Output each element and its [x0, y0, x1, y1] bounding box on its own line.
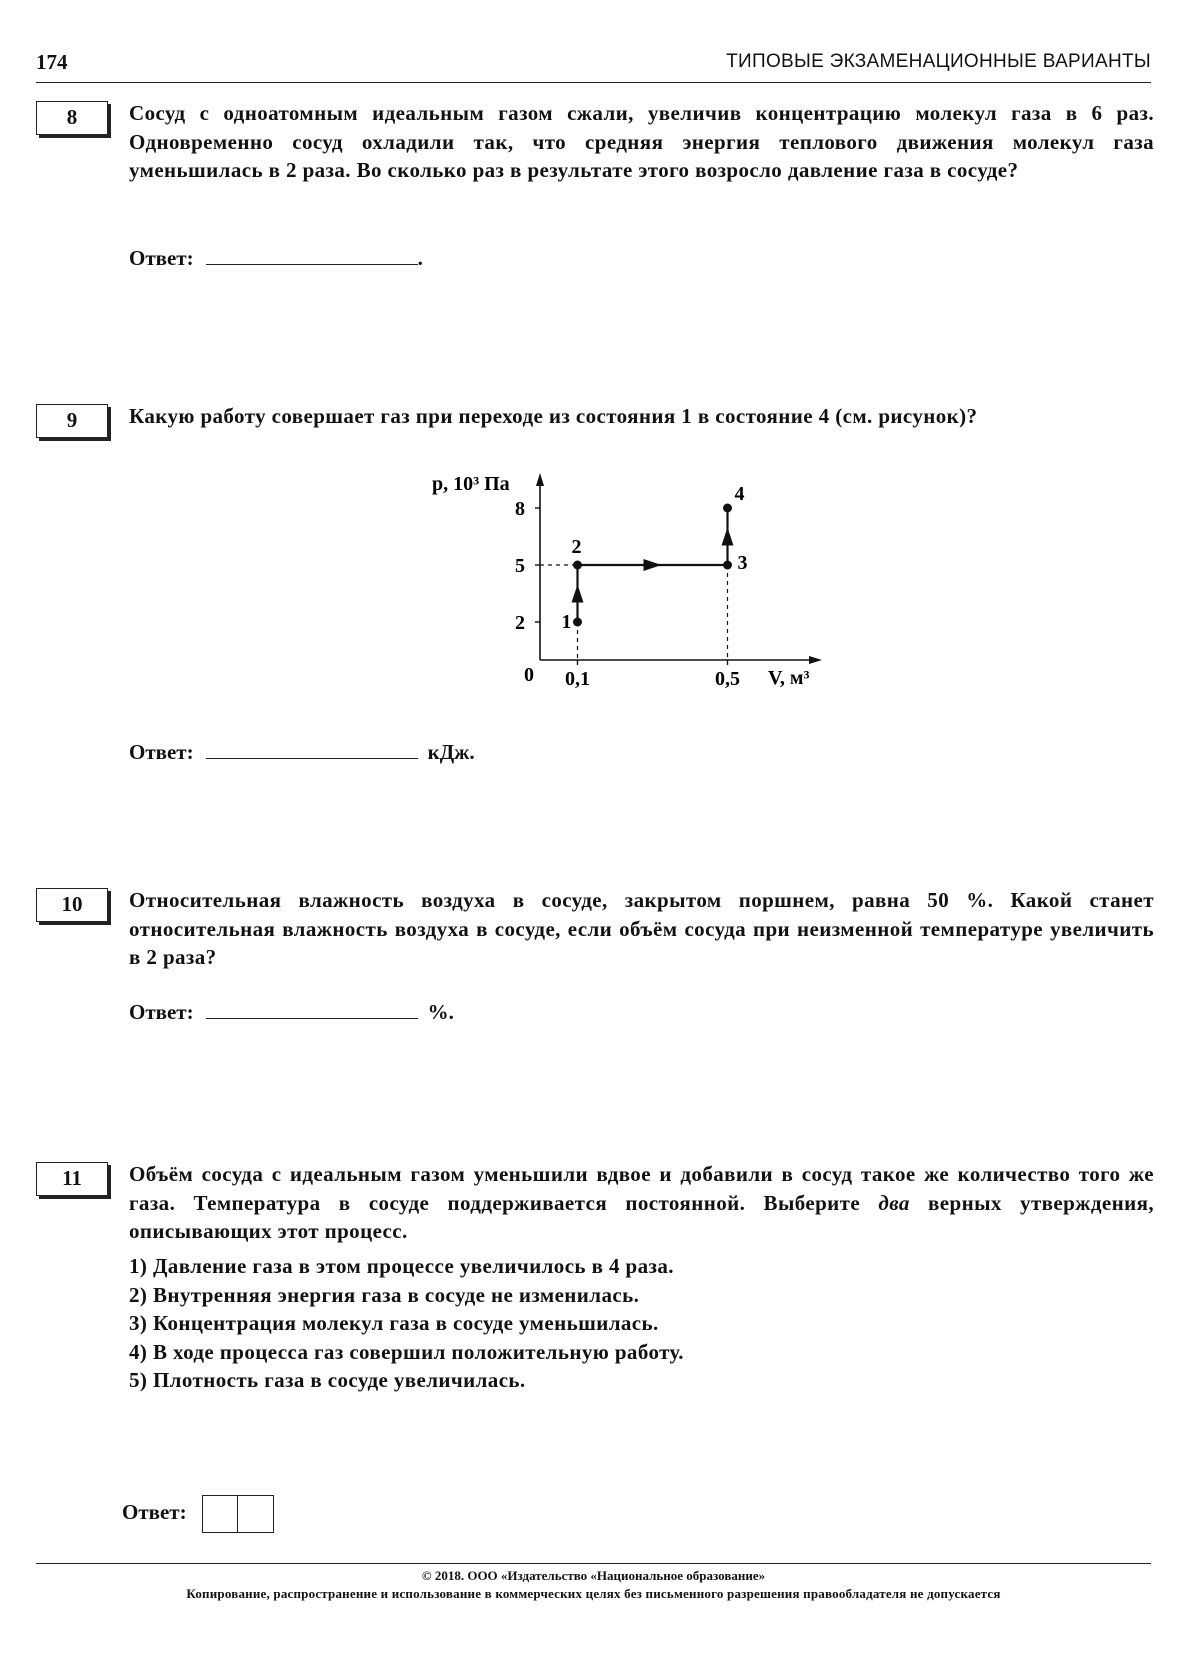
x-axis-arrow [809, 656, 822, 664]
question-part: верных утверждения, описывающих этот процесс. [129, 1190, 1154, 1243]
options-list [129, 1252, 1154, 1395]
process-arrow-3-4 [722, 528, 734, 546]
state-label-2: 2 [571, 536, 582, 558]
footer-rule [36, 1563, 1151, 1564]
footer-notice: Копирование, распространение и использование в коммерческих целях без письменного разрешения правообладателя не допускается [186, 1586, 1001, 1601]
y-tick-label-8: 8 [515, 498, 525, 520]
task-number-box: 10 [36, 888, 108, 922]
task-number-box: 8 [36, 101, 108, 135]
task-question: Относительная влажность воздуха в сосуде, закрытом поршнем, равна 50 %. Какой станет относительная влажность воздуха в сосуде, если объём сосуда при неизменной температуре увеличить в 2 раза? [129, 888, 1154, 969]
question-part: Объём сосуда с идеальным газом уменьшили вдвое и добавили в сосуд такое же количество того же газа. Температура в сосуде поддерживается постоянной. Выберите [129, 1162, 1154, 1215]
y-tick-label-5: 5 [515, 555, 525, 577]
y-axis-label: p, 10³ Па [432, 473, 510, 495]
running-head [36, 50, 1151, 83]
option-item: 3) Концентрация молекул газа в сосуде уменьшилась. [129, 1311, 659, 1335]
answer-row [129, 740, 475, 765]
option-item: 4) В ходе процесса газ совершил положительную работу. [129, 1339, 684, 1364]
answer-row [122, 1495, 274, 1533]
answer-unit: %. [427, 1000, 454, 1024]
option-item: 5) Плотность газа в сосуде увеличилась. [129, 1368, 526, 1392]
footer-copyright: © 2018. ООО «Издательство «Национальное образование» [421, 1568, 766, 1583]
answer-field[interactable] [206, 740, 418, 759]
answer-unit: . [417, 246, 423, 270]
task-question: Какую работу совершает газ при переходе из состояния 1 в состояние 4 (см. рисунок)? [129, 404, 978, 428]
emphasis-word: два [878, 1190, 910, 1215]
pv-diagram [420, 470, 840, 730]
answer-row [129, 1000, 454, 1025]
task-question [129, 1160, 1154, 1246]
x-tick-label-0,5: 0,5 [715, 668, 740, 690]
answer-field[interactable] [206, 246, 418, 265]
state-label-1: 1 [561, 611, 572, 633]
task-question: Сосуд с одноатомным идеальным газом сжали, увеличив концентрацию молекул газа в 6 раз. Одновременно сосуд охладили так, что средняя энергия теплового движения молекул газа уменьшилась в 2 раза. Во сколько раз в результате этого возросло давление газа в сосуде? [129, 101, 1154, 182]
task-number-box: 9 [36, 404, 108, 438]
task-number-box: 11 [36, 1162, 108, 1196]
y-tick-label-2: 2 [515, 612, 525, 634]
y-axis-arrow [536, 473, 544, 486]
option-item: 1) Давление газа в этом процессе увеличилось в 4 раза. [129, 1254, 674, 1278]
answer-label: Ответ: [129, 246, 194, 270]
page-number: 174 [36, 50, 68, 74]
state-point-1 [573, 618, 582, 627]
answer-cell[interactable] [238, 1495, 274, 1533]
state-point-4 [723, 504, 732, 513]
process-arrow-1-2 [572, 585, 584, 603]
state-point-2 [573, 561, 582, 570]
state-label-3: 3 [737, 552, 748, 574]
answer-cells [202, 1495, 274, 1533]
state-label-4: 4 [734, 483, 745, 505]
process-arrow-2-3 [644, 559, 662, 571]
answer-label: Ответ: [129, 740, 194, 764]
x-axis-label: V, м³ [768, 667, 810, 689]
answer-unit: кДж. [427, 740, 475, 764]
x-tick-label-0,1: 0,1 [565, 668, 590, 690]
answer-label: Ответ: [129, 1000, 194, 1024]
answer-label: Ответ: [122, 1499, 187, 1524]
answer-row [129, 246, 423, 271]
answer-cell[interactable] [202, 1495, 238, 1533]
origin-label: 0 [524, 664, 534, 686]
answer-field[interactable] [206, 1000, 418, 1019]
state-point-3 [723, 561, 732, 570]
running-title: ТИПОВЫЕ ЭКЗАМЕНАЦИОННЫЕ ВАРИАНТЫ [726, 51, 1151, 72]
option-item: 2) Внутренняя энергия газа в сосуде не изменилась. [129, 1282, 640, 1307]
